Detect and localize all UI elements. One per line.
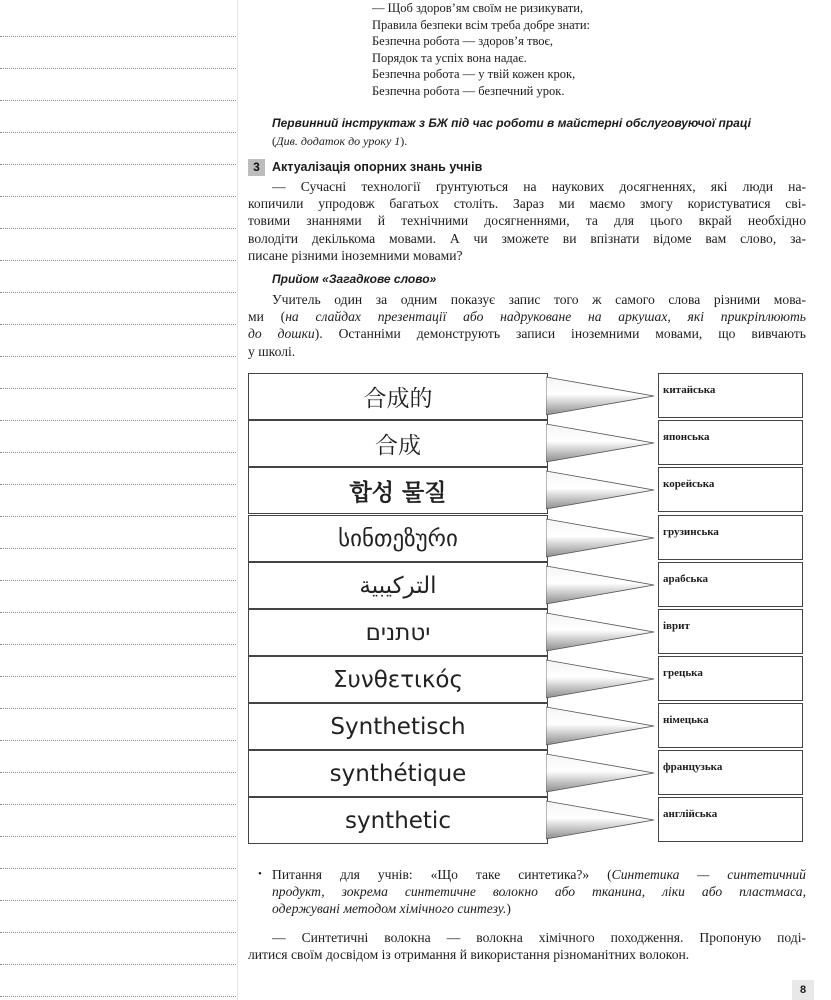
note-line — [0, 68, 236, 69]
note-line — [0, 964, 236, 965]
paragraph-line: Учитель один за одним показує запис того ж самого слова різними мова- — [272, 292, 806, 307]
note-line — [0, 900, 236, 901]
notes-margin — [0, 0, 236, 1000]
arrow-icon — [546, 422, 658, 464]
language-cell: іврит — [658, 609, 803, 654]
language-cell: корейська — [658, 467, 803, 512]
word-cell: Συνθετικός — [248, 656, 548, 703]
word-cell: יטתנים — [248, 609, 548, 656]
section-heading — [248, 158, 482, 176]
note-line — [0, 196, 236, 197]
arrow-icon — [546, 469, 658, 511]
note-line — [0, 868, 236, 869]
note-line — [0, 772, 236, 773]
teacher-paragraph — [248, 291, 806, 360]
poem-line: Порядок та успіх вона надає. — [372, 50, 527, 65]
language-cell: грецька — [658, 656, 803, 701]
poem-line: — Щоб здоров’ям своїм не ризикувати, — [372, 1, 584, 15]
page-number: 8 — [792, 980, 814, 1000]
word-cell: 合成 — [248, 420, 548, 467]
paragraph-line: володіти декількома мовами. А чи зможете ви впізнати відоме вам слово, за- — [248, 230, 806, 246]
paragraph-line: литися своїм досвідом із отримання й використання різноманітних волокон. — [248, 947, 690, 963]
note-line — [0, 260, 236, 261]
instruction-paren-open: ( — [272, 134, 276, 148]
note-line — [0, 676, 236, 677]
arrow-icon — [546, 705, 658, 747]
table-row — [248, 562, 804, 609]
paragraph-text: ). Останніми демонструють записи іноземними мовами, що вивчають — [314, 326, 807, 342]
paragraph-line: товими знаннями й технічними досягненнями, та для цього вкрай необхідно — [248, 213, 806, 229]
arrow-icon — [546, 611, 658, 653]
table-row — [248, 515, 804, 562]
note-line — [0, 932, 236, 933]
table-row — [248, 420, 804, 467]
table-row — [248, 750, 804, 797]
poem — [372, 0, 590, 100]
paragraph-line: у школі. — [248, 343, 296, 359]
poem-line: Безпечна робота — здоров’я твоє, — [372, 34, 554, 49]
note-line — [0, 708, 236, 709]
language-cell: французька — [658, 750, 803, 795]
paragraph-italic: до дошки — [248, 326, 315, 342]
note-line — [0, 356, 236, 357]
note-line — [0, 548, 236, 549]
note-line — [0, 420, 236, 421]
section-title: Актуалізація опорних знань учнів — [272, 160, 483, 174]
language-cell: грузинська — [658, 515, 803, 560]
language-cell: арабська — [658, 562, 803, 607]
question-italic: Синтетика — синтетичний — [611, 867, 806, 882]
paragraph-line: — Синтетичні волокна — волокна хімічного походження. Пропоную поді- — [272, 930, 806, 945]
intro-paragraph — [248, 178, 806, 264]
note-line — [0, 324, 236, 325]
note-line — [0, 36, 236, 37]
arrow-icon — [546, 658, 658, 700]
arrow-icon — [546, 517, 658, 559]
language-cell: англійська — [658, 797, 803, 842]
instruction-paren-close: ). — [400, 134, 408, 148]
instruction-title: Первинний інструктаж з БЖ під час роботи в майстерні обслуговуючої праці — [272, 116, 751, 130]
note-line — [0, 644, 236, 645]
table-row — [248, 609, 804, 656]
table-row — [248, 703, 804, 750]
note-line — [0, 996, 236, 997]
margin-divider — [237, 0, 238, 1000]
note-line — [0, 292, 236, 293]
table-row — [248, 797, 804, 844]
poem-line: Безпечна робота — безпечний урок. — [372, 83, 565, 98]
word-cell: synthetic — [248, 797, 548, 844]
word-cell: სინთეზური — [248, 515, 548, 562]
safety-instruction — [272, 114, 807, 150]
note-line — [0, 228, 236, 229]
closing-paragraph — [248, 929, 806, 963]
note-line — [0, 164, 236, 165]
note-line — [0, 100, 236, 101]
language-cell: японська — [658, 420, 803, 465]
table-row — [248, 656, 804, 703]
poem-line: Правила безпеки всім треба добре знати: — [372, 17, 590, 32]
question-text: Питання для учнів: «Що таке синтетика?» ( — [272, 867, 612, 882]
word-cell: 합성 물질 — [248, 467, 548, 514]
arrow-icon — [546, 564, 658, 606]
question-bullet — [258, 866, 806, 918]
paragraph-italic: на слайдах презентації або надруковане на аркушах, які прикріплюють — [285, 309, 806, 325]
question-text: ) — [506, 901, 511, 917]
note-line — [0, 804, 236, 805]
word-cell: الترکیبیة — [248, 562, 548, 609]
arrow-icon — [546, 752, 658, 794]
note-line — [0, 388, 236, 389]
note-line — [0, 484, 236, 485]
paragraph-line: копичили упродовж багатьох століть. Зараз ми маємо змогу користуватися сві- — [248, 196, 806, 212]
table-row — [248, 373, 804, 420]
instruction-reference: Див. додаток до уроку 1 — [276, 134, 401, 148]
language-cell: китайська — [658, 373, 803, 418]
technique-heading: Прийом «Загадкове слово» — [272, 272, 437, 286]
note-line — [0, 612, 236, 613]
note-line — [0, 516, 236, 517]
arrow-icon — [546, 799, 658, 841]
poem-line: Безпечна робота — у твій кожен крок, — [372, 67, 576, 82]
paragraph-text: ми ( — [248, 309, 286, 325]
arrow-icon — [546, 375, 658, 417]
section-number: 3 — [248, 159, 265, 176]
paragraph-line: писане різними іноземними мовами? — [248, 247, 463, 263]
word-cell: synthétique — [248, 750, 548, 797]
note-line — [0, 836, 236, 837]
table-row — [248, 467, 804, 514]
language-cell: німецька — [658, 703, 803, 748]
word-cell: Synthetisch — [248, 703, 548, 750]
question-italic-line: продукт, зокрема синтетичне волокно або тканина, ліки або пластмаса, — [272, 884, 806, 900]
note-line — [0, 452, 236, 453]
question-italic: одержувані методом хімічного синтезу. — [272, 901, 507, 917]
paragraph-line: — Сучасні технології ґрунтуються на наукових досягненнях, які люди на- — [272, 179, 806, 194]
note-line — [0, 740, 236, 741]
note-line — [0, 132, 236, 133]
bullet-icon: • — [258, 868, 262, 880]
word-cell: 合成的 — [248, 373, 548, 420]
note-line — [0, 580, 236, 581]
